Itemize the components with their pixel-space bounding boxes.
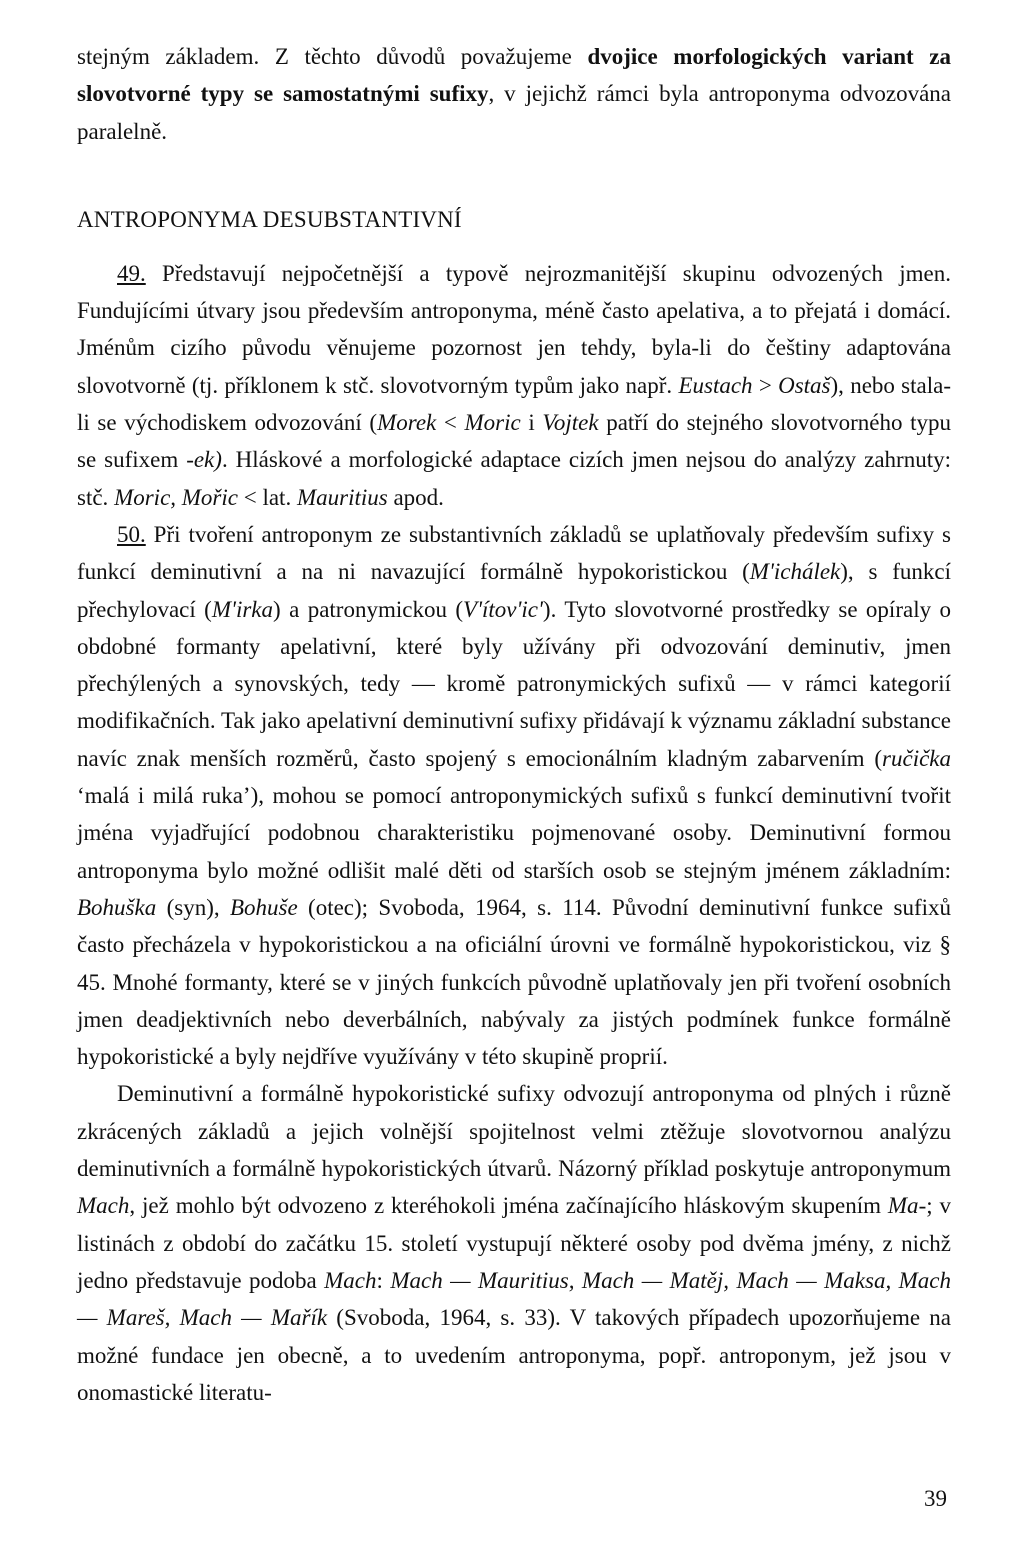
page-number: 39 (924, 1486, 947, 1511)
paragraph-50: 50. Při tvoření antroponym ze substantivních základů se uplatňovaly především sufixy s funkcí deminutivní a na ni navazující formálně hypokoristickou (M'ichálek), s funkcí přechylovací (M'irka) a patronymickou (V'ítov'ic'). Tyto slovotvorné prostředky se opíraly o obdobné formanty apelativní, které byly užívány při odvozování deminutiv, jmen přechýlených a synovských, tedy — kromě patronymických sufixů — v rámci kategorií modifikačních. Tak jako apelativní deminutivní sufixy přidávají k významu základní substance navíc znak menších rozměrů, často spojený s emocionálním kladným zabarvením (ručička ‘malá i milá ruka’), mohou se pomocí antroponymických sufixů s funkcí deminutivní tvořit jména vyjadřující podobnou charakteristiku pojmenované osoby. Deminutivní formou antroponyma bylo možné odlišit malé děti od starších osob se stejným jménem základním: Bohuška (syn), Bohuše (otec); Svoboda, 1964, s. 114. Původní deminutivní funkce sufixů často přecházela v hypokoristickou a na oficiální úrovni ve formálně hypokoristickou, viz § 45. Mnohé formanty, které se v jiných funkcích původně uplatňovaly jen při tvoření osobních jmen deadjektivních nebo deverbálních, nabývaly za jistých podmínek funkce formálně hypokoristické a byly nejdříve využívány v této skupině proprií. (77, 521, 951, 1070)
section-heading: ANTROPONYMA DESUBSTANTIVNÍ (77, 206, 462, 232)
paragraph-continuation: stejným základem. Z těchto důvodů považujeme dvojice morfologických variant za slovotvorné typy se samostatnými sufixy, v jejichž rámci byla antroponyma odvozována paralelně. (77, 44, 951, 144)
page-body (77, 38, 951, 1411)
paragraph-49: 49. Představují nejpočetnější a typově nejrozmanitější skupinu odvozených jmen. Fundujícími útvary jsou především antroponyma, méně často apelativa, a to přejatá i domácí. Jménům cizího původu věnujeme pozornost jen tehdy, byla-li do češtiny adaptována slovotvorně (tj. příklonem k stč. slovotvorným typům jako např. Eustach > Ostaš), nebo stala-li se východiskem odvozování (Morek < Moric i Vojtek patří do stejného slovotvorného typu se sufixem -ek). Hláskové a morfologické adaptace cizích jmen nejsou do analýzy zahrnuty: stč. Moric, Mořic < lat. Mauritius apod. (77, 260, 952, 510)
paragraph-deminutive: Deminutivní a formálně hypokoristické sufixy odvozují antroponyma od plných i různě zkrácených základů a jejich volnější spojitelnost velmi ztěžuje slovotvornou analýzu deminutivních a formálně hypokoristických útvarů. Názorný příklad poskytuje antroponymum Mach, jež mohlo být odvozeno z kteréhokoli jména začínajícího hláskovým skupením Ma-; v listinách z období do začátku 15. století vystupují některé osoby pod dvěma jmény, z nichž jedno představuje podoba Mach: Mach — Mauritius, Mach — Matěj, Mach — Maksa, Mach — Mareš, Mach — Mařík (Svoboda, 1964, s. 33). V takových případech upozorňujeme na možné fundace jen obecně, a to uvedením antroponyma, popř. antroponym, jež jsou v onomastické literatu- (77, 1081, 951, 1405)
